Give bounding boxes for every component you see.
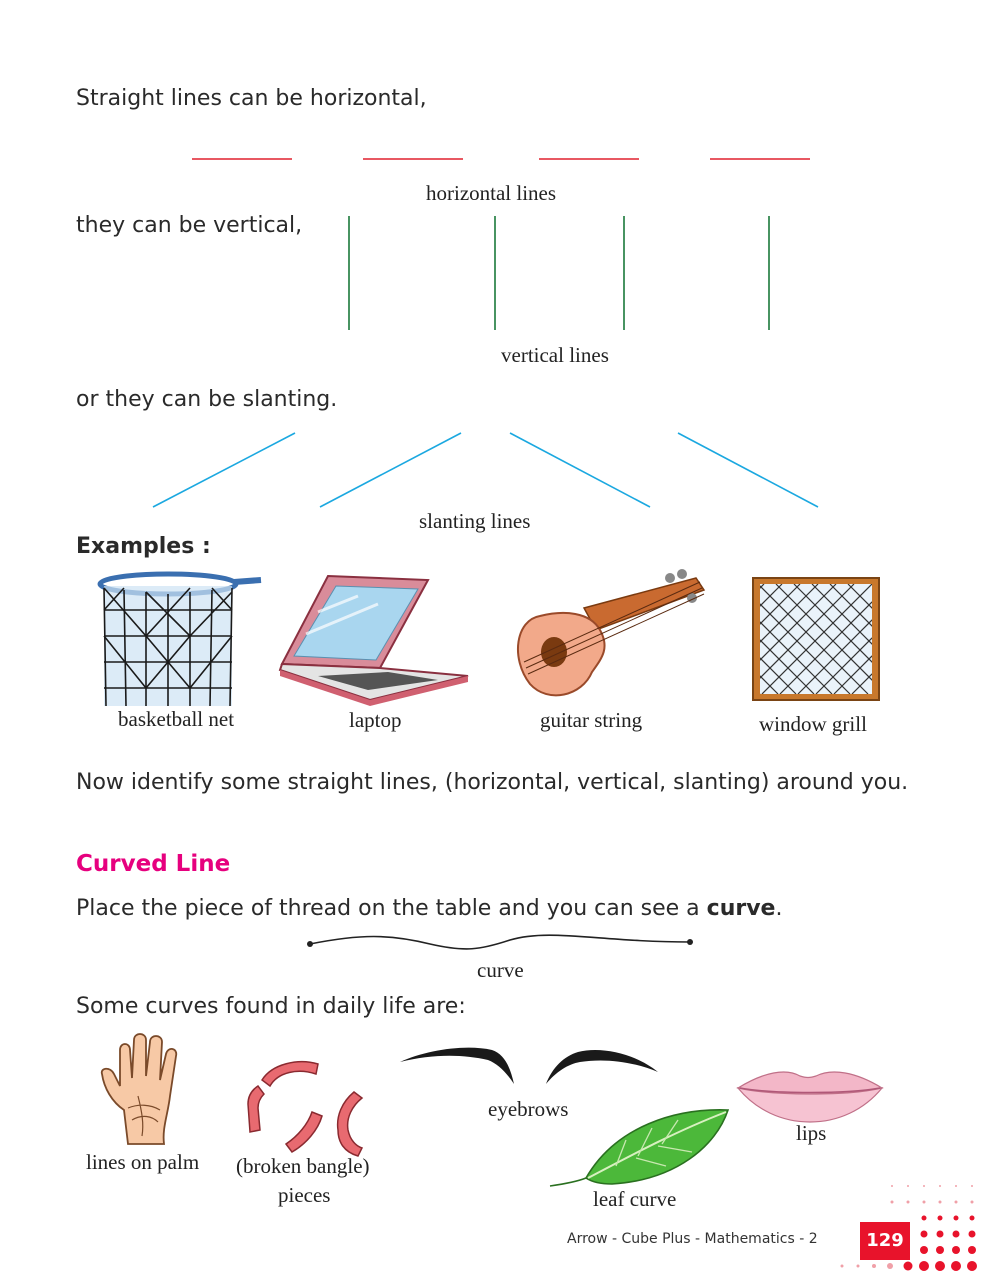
slanting-line — [153, 433, 295, 507]
slanting-sentence: or they can be slanting. — [76, 387, 338, 412]
horizontal-caption: horizontal lines — [426, 181, 557, 205]
curve-bold-word: curve — [706, 896, 776, 921]
eyebrows-icon — [396, 1040, 662, 1092]
book-title-footer: Arrow - Cube Plus - Mathematics - 2 — [567, 1231, 818, 1247]
thread-sentence — [76, 896, 782, 921]
identify-sentence: Now identify some straight lines, (horizontal, vertical, slanting) around you. — [76, 770, 909, 795]
thread-sentence-start: Place the piece of thread on the table and you can see a — [76, 896, 707, 921]
broken-bangle-icon — [238, 1050, 378, 1150]
thread-curve — [300, 930, 700, 960]
lips-label: lips — [796, 1121, 827, 1145]
curve-caption: curve — [477, 958, 524, 982]
palm-icon — [98, 1032, 208, 1150]
vertical-caption: vertical lines — [501, 343, 609, 367]
slanting-line — [510, 433, 650, 507]
horizontal-sentence: Straight lines can be horizontal, — [76, 86, 427, 111]
slanting-lines — [153, 433, 818, 507]
broken-bangle-label-1: (broken bangle) — [236, 1154, 370, 1178]
window-grill-icon — [750, 576, 882, 704]
leaf-icon — [546, 1106, 732, 1190]
leaf-curve-label: leaf curve — [593, 1187, 677, 1211]
vertical-sentence: they can be vertical, — [76, 213, 303, 238]
broken-bangle-label-2: pieces — [278, 1183, 331, 1207]
basketball-net-label: basketball net — [118, 707, 235, 731]
thread-sentence-end: . — [775, 896, 783, 921]
examples-heading: Examples : — [76, 534, 211, 559]
palm-label: lines on palm — [86, 1150, 200, 1174]
basketball-net-icon — [96, 570, 266, 710]
laptop-icon — [278, 576, 474, 706]
guitar-icon — [510, 568, 710, 704]
page-number: 129 — [860, 1222, 910, 1260]
eyebrows-label: eyebrows — [488, 1097, 569, 1121]
slanting-line — [678, 433, 818, 507]
vertical-lines — [349, 216, 769, 330]
window-grill-label: window grill — [759, 712, 867, 736]
daily-life-sentence: Some curves found in daily life are: — [76, 994, 466, 1019]
lips-icon — [734, 1066, 886, 1124]
curved-line-heading: Curved Line — [76, 851, 231, 877]
slanting-caption: slanting lines — [419, 509, 531, 533]
slanting-line — [320, 433, 461, 507]
guitar-string-label: guitar string — [540, 708, 643, 732]
laptop-label: laptop — [349, 708, 402, 732]
